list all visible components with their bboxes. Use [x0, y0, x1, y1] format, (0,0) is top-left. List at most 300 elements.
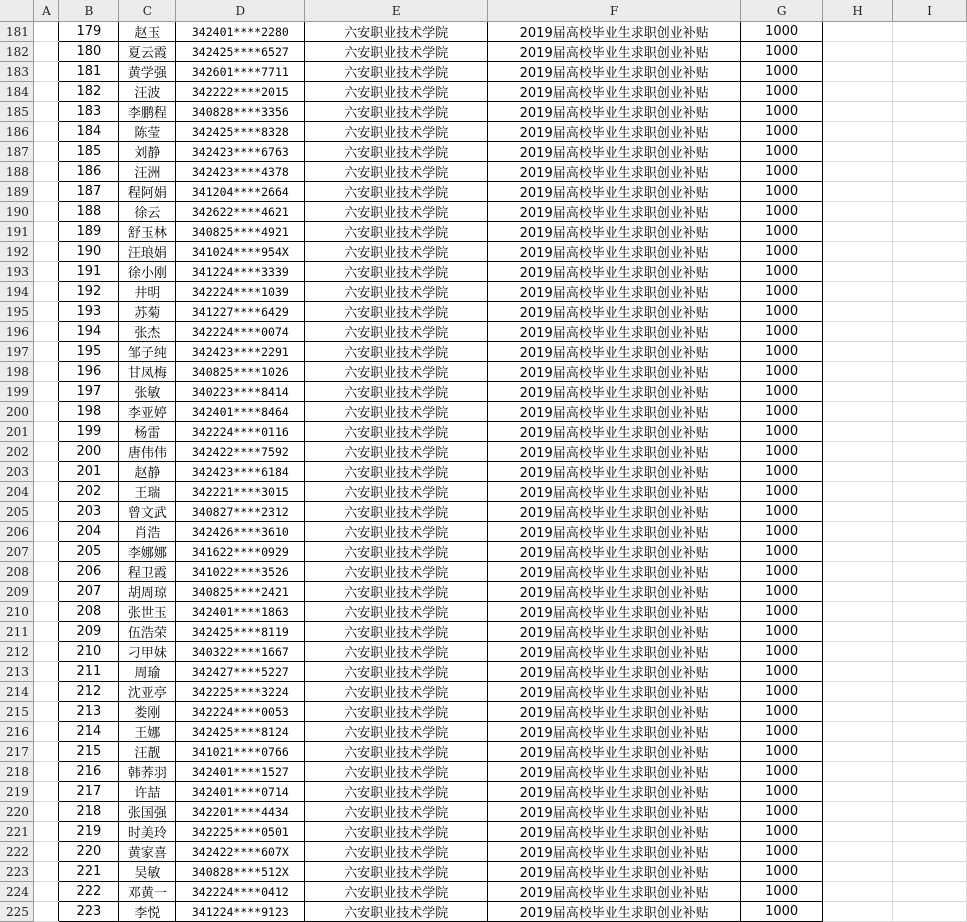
cell-name[interactable]: 汪洲	[119, 162, 176, 182]
cell-serial-number[interactable]: 221	[59, 862, 119, 882]
cell-school[interactable]: 六安职业技术学院	[305, 822, 488, 842]
cell-id-number[interactable]: 342401****8464	[176, 402, 305, 422]
row-header[interactable]: 221	[0, 822, 34, 842]
cell-serial-number[interactable]: 217	[59, 782, 119, 802]
cell-subsidy-item[interactable]: 2019届高校毕业生求职创业补贴	[488, 882, 741, 902]
cell-amount[interactable]: 1000	[741, 402, 823, 422]
cell-name[interactable]: 李鹏程	[119, 102, 176, 122]
cell-name[interactable]: 李娜娜	[119, 542, 176, 562]
cell-name[interactable]: 夏云霞	[119, 42, 176, 62]
cell-serial-number[interactable]: 195	[59, 342, 119, 362]
cell-a[interactable]	[34, 862, 59, 882]
cell-school[interactable]: 六安职业技术学院	[305, 342, 488, 362]
cell-school[interactable]: 六安职业技术学院	[305, 462, 488, 482]
cell-school[interactable]: 六安职业技术学院	[305, 182, 488, 202]
cell-h[interactable]	[823, 242, 893, 262]
row-header[interactable]: 197	[0, 342, 34, 362]
cell-subsidy-item[interactable]: 2019届高校毕业生求职创业补贴	[488, 602, 741, 622]
cell-name[interactable]: 苏菊	[119, 302, 176, 322]
cell-subsidy-item[interactable]: 2019届高校毕业生求职创业补贴	[488, 902, 741, 922]
cell-subsidy-item[interactable]: 2019届高校毕业生求职创业补贴	[488, 482, 741, 502]
cell-amount[interactable]: 1000	[741, 442, 823, 462]
cell-subsidy-item[interactable]: 2019届高校毕业生求职创业补贴	[488, 122, 741, 142]
select-all-corner[interactable]	[0, 0, 34, 22]
cell-subsidy-item[interactable]: 2019届高校毕业生求职创业补贴	[488, 302, 741, 322]
cell-a[interactable]	[34, 802, 59, 822]
cell-h[interactable]	[823, 22, 893, 42]
cell-id-number[interactable]: 342222****2015	[176, 82, 305, 102]
cell-amount[interactable]: 1000	[741, 22, 823, 42]
cell-serial-number[interactable]: 196	[59, 362, 119, 382]
cell-a[interactable]	[34, 642, 59, 662]
cell-amount[interactable]: 1000	[741, 302, 823, 322]
cell-a[interactable]	[34, 842, 59, 862]
cell-serial-number[interactable]: 185	[59, 142, 119, 162]
cell-i[interactable]	[893, 322, 967, 342]
cell-name[interactable]: 王娜	[119, 722, 176, 742]
cell-school[interactable]: 六安职业技术学院	[305, 582, 488, 602]
cell-subsidy-item[interactable]: 2019届高校毕业生求职创业补贴	[488, 542, 741, 562]
cell-a[interactable]	[34, 682, 59, 702]
cell-school[interactable]: 六安职业技术学院	[305, 702, 488, 722]
cell-a[interactable]	[34, 662, 59, 682]
cell-name[interactable]: 沈亚亭	[119, 682, 176, 702]
cell-name[interactable]: 程卫霞	[119, 562, 176, 582]
cell-subsidy-item[interactable]: 2019届高校毕业生求职创业补贴	[488, 442, 741, 462]
cell-school[interactable]: 六安职业技术学院	[305, 162, 488, 182]
cell-serial-number[interactable]: 202	[59, 482, 119, 502]
cell-i[interactable]	[893, 442, 967, 462]
cell-subsidy-item[interactable]: 2019届高校毕业生求职创业补贴	[488, 702, 741, 722]
cell-school[interactable]: 六安职业技术学院	[305, 322, 488, 342]
row-header[interactable]: 216	[0, 722, 34, 742]
row-header[interactable]: 223	[0, 862, 34, 882]
cell-amount[interactable]: 1000	[741, 822, 823, 842]
cell-school[interactable]: 六安职业技术学院	[305, 102, 488, 122]
cell-i[interactable]	[893, 462, 967, 482]
cell-i[interactable]	[893, 102, 967, 122]
cell-subsidy-item[interactable]: 2019届高校毕业生求职创业补贴	[488, 662, 741, 682]
cell-h[interactable]	[823, 782, 893, 802]
cell-subsidy-item[interactable]: 2019届高校毕业生求职创业补贴	[488, 182, 741, 202]
cell-i[interactable]	[893, 262, 967, 282]
cell-i[interactable]	[893, 522, 967, 542]
cell-school[interactable]: 六安职业技术学院	[305, 62, 488, 82]
cell-amount[interactable]: 1000	[741, 542, 823, 562]
cell-serial-number[interactable]: 186	[59, 162, 119, 182]
cell-a[interactable]	[34, 122, 59, 142]
row-header[interactable]: 225	[0, 902, 34, 922]
cell-serial-number[interactable]: 207	[59, 582, 119, 602]
row-header[interactable]: 204	[0, 482, 34, 502]
cell-name[interactable]: 李悦	[119, 902, 176, 922]
cell-h[interactable]	[823, 742, 893, 762]
cell-a[interactable]	[34, 462, 59, 482]
cell-serial-number[interactable]: 198	[59, 402, 119, 422]
cell-subsidy-item[interactable]: 2019届高校毕业生求职创业补贴	[488, 762, 741, 782]
row-header[interactable]: 217	[0, 742, 34, 762]
row-header[interactable]: 209	[0, 582, 34, 602]
cell-h[interactable]	[823, 402, 893, 422]
cell-i[interactable]	[893, 742, 967, 762]
cell-amount[interactable]: 1000	[741, 862, 823, 882]
cell-a[interactable]	[34, 762, 59, 782]
cell-serial-number[interactable]: 182	[59, 82, 119, 102]
cell-school[interactable]: 六安职业技术学院	[305, 242, 488, 262]
row-header[interactable]: 187	[0, 142, 34, 162]
cell-amount[interactable]: 1000	[741, 82, 823, 102]
row-header[interactable]: 219	[0, 782, 34, 802]
cell-serial-number[interactable]: 197	[59, 382, 119, 402]
cell-serial-number[interactable]: 184	[59, 122, 119, 142]
row-header[interactable]: 200	[0, 402, 34, 422]
cell-id-number[interactable]: 342427****5227	[176, 662, 305, 682]
cell-amount[interactable]: 1000	[741, 882, 823, 902]
cell-h[interactable]	[823, 202, 893, 222]
cell-h[interactable]	[823, 882, 893, 902]
cell-i[interactable]	[893, 762, 967, 782]
cell-school[interactable]: 六安职业技术学院	[305, 782, 488, 802]
cell-serial-number[interactable]: 222	[59, 882, 119, 902]
cell-h[interactable]	[823, 582, 893, 602]
cell-h[interactable]	[823, 362, 893, 382]
row-header[interactable]: 213	[0, 662, 34, 682]
cell-a[interactable]	[34, 222, 59, 242]
cell-a[interactable]	[34, 702, 59, 722]
cell-serial-number[interactable]: 219	[59, 822, 119, 842]
cell-a[interactable]	[34, 822, 59, 842]
cell-subsidy-item[interactable]: 2019届高校毕业生求职创业补贴	[488, 322, 741, 342]
cell-serial-number[interactable]: 200	[59, 442, 119, 462]
cell-name[interactable]: 曾文武	[119, 502, 176, 522]
cell-serial-number[interactable]: 201	[59, 462, 119, 482]
cell-subsidy-item[interactable]: 2019届高校毕业生求职创业补贴	[488, 842, 741, 862]
cell-amount[interactable]: 1000	[741, 682, 823, 702]
cell-name[interactable]: 程阿娟	[119, 182, 176, 202]
cell-school[interactable]: 六安职业技术学院	[305, 522, 488, 542]
cell-name[interactable]: 邓黄一	[119, 882, 176, 902]
cell-id-number[interactable]: 342224****0074	[176, 322, 305, 342]
cell-h[interactable]	[823, 442, 893, 462]
cell-amount[interactable]: 1000	[741, 222, 823, 242]
cell-id-number[interactable]: 340825****4921	[176, 222, 305, 242]
row-header[interactable]: 196	[0, 322, 34, 342]
column-header-c[interactable]: C	[119, 0, 176, 22]
cell-school[interactable]: 六安职业技术学院	[305, 362, 488, 382]
cell-school[interactable]: 六安职业技术学院	[305, 562, 488, 582]
cell-h[interactable]	[823, 282, 893, 302]
row-header[interactable]: 195	[0, 302, 34, 322]
cell-a[interactable]	[34, 162, 59, 182]
cell-serial-number[interactable]: 203	[59, 502, 119, 522]
cell-i[interactable]	[893, 182, 967, 202]
cell-amount[interactable]: 1000	[741, 502, 823, 522]
row-header[interactable]: 218	[0, 762, 34, 782]
cell-name[interactable]: 伍浩荣	[119, 622, 176, 642]
cell-a[interactable]	[34, 42, 59, 62]
cell-id-number[interactable]: 341022****3526	[176, 562, 305, 582]
cell-i[interactable]	[893, 782, 967, 802]
cell-h[interactable]	[823, 862, 893, 882]
cell-school[interactable]: 六安职业技术学院	[305, 762, 488, 782]
cell-a[interactable]	[34, 302, 59, 322]
cell-h[interactable]	[823, 902, 893, 922]
cell-amount[interactable]: 1000	[741, 902, 823, 922]
cell-school[interactable]: 六安职业技术学院	[305, 122, 488, 142]
cell-amount[interactable]: 1000	[741, 62, 823, 82]
cell-subsidy-item[interactable]: 2019届高校毕业生求职创业补贴	[488, 342, 741, 362]
cell-i[interactable]	[893, 42, 967, 62]
cell-amount[interactable]: 1000	[741, 202, 823, 222]
cell-id-number[interactable]: 342401****2280	[176, 22, 305, 42]
row-header[interactable]: 215	[0, 702, 34, 722]
cell-id-number[interactable]: 342221****3015	[176, 482, 305, 502]
cell-subsidy-item[interactable]: 2019届高校毕业生求职创业补贴	[488, 362, 741, 382]
cell-name[interactable]: 邹子纯	[119, 342, 176, 362]
cell-name[interactable]: 黄家喜	[119, 842, 176, 862]
cell-amount[interactable]: 1000	[741, 802, 823, 822]
row-header[interactable]: 202	[0, 442, 34, 462]
cell-school[interactable]: 六安职业技术学院	[305, 202, 488, 222]
cell-amount[interactable]: 1000	[741, 582, 823, 602]
column-header-a[interactable]: A	[34, 0, 59, 22]
cell-name[interactable]: 王瑞	[119, 482, 176, 502]
cell-h[interactable]	[823, 702, 893, 722]
cell-amount[interactable]: 1000	[741, 142, 823, 162]
cell-school[interactable]: 六安职业技术学院	[305, 662, 488, 682]
cell-id-number[interactable]: 342426****3610	[176, 522, 305, 542]
row-header[interactable]: 201	[0, 422, 34, 442]
row-header[interactable]: 208	[0, 562, 34, 582]
cell-id-number[interactable]: 340828****512X	[176, 862, 305, 882]
cell-subsidy-item[interactable]: 2019届高校毕业生求职创业补贴	[488, 222, 741, 242]
cell-name[interactable]: 娄刚	[119, 702, 176, 722]
cell-i[interactable]	[893, 602, 967, 622]
cell-id-number[interactable]: 342224****0053	[176, 702, 305, 722]
cell-id-number[interactable]: 342225****3224	[176, 682, 305, 702]
cell-serial-number[interactable]: 205	[59, 542, 119, 562]
cell-name[interactable]: 韩荞羽	[119, 762, 176, 782]
cell-id-number[interactable]: 342423****6763	[176, 142, 305, 162]
cell-id-number[interactable]: 341227****6429	[176, 302, 305, 322]
cell-amount[interactable]: 1000	[741, 762, 823, 782]
cell-school[interactable]: 六安职业技术学院	[305, 422, 488, 442]
cell-school[interactable]: 六安职业技术学院	[305, 262, 488, 282]
row-header[interactable]: 211	[0, 622, 34, 642]
cell-serial-number[interactable]: 204	[59, 522, 119, 542]
column-header-f[interactable]: F	[488, 0, 741, 22]
row-header[interactable]: 186	[0, 122, 34, 142]
cell-id-number[interactable]: 342225****0501	[176, 822, 305, 842]
column-header-b[interactable]: B	[59, 0, 119, 22]
cell-serial-number[interactable]: 180	[59, 42, 119, 62]
cell-amount[interactable]: 1000	[741, 282, 823, 302]
cell-serial-number[interactable]: 208	[59, 602, 119, 622]
row-header[interactable]: 190	[0, 202, 34, 222]
cell-a[interactable]	[34, 402, 59, 422]
column-header-g[interactable]: G	[741, 0, 823, 22]
row-header[interactable]: 193	[0, 262, 34, 282]
cell-amount[interactable]: 1000	[741, 562, 823, 582]
cell-id-number[interactable]: 342401****0714	[176, 782, 305, 802]
cell-h[interactable]	[823, 82, 893, 102]
cell-h[interactable]	[823, 42, 893, 62]
cell-i[interactable]	[893, 282, 967, 302]
cell-name[interactable]: 周瑜	[119, 662, 176, 682]
row-header[interactable]: 203	[0, 462, 34, 482]
cell-school[interactable]: 六安职业技术学院	[305, 602, 488, 622]
cell-subsidy-item[interactable]: 2019届高校毕业生求职创业补贴	[488, 642, 741, 662]
cell-school[interactable]: 六安职业技术学院	[305, 722, 488, 742]
cell-id-number[interactable]: 342224****0412	[176, 882, 305, 902]
cell-id-number[interactable]: 342425****8328	[176, 122, 305, 142]
cell-serial-number[interactable]: 220	[59, 842, 119, 862]
cell-amount[interactable]: 1000	[741, 162, 823, 182]
cell-serial-number[interactable]: 188	[59, 202, 119, 222]
cell-amount[interactable]: 1000	[741, 422, 823, 442]
cell-amount[interactable]: 1000	[741, 722, 823, 742]
cell-name[interactable]: 徐云	[119, 202, 176, 222]
cell-subsidy-item[interactable]: 2019届高校毕业生求职创业补贴	[488, 862, 741, 882]
cell-h[interactable]	[823, 522, 893, 542]
cell-a[interactable]	[34, 582, 59, 602]
cell-school[interactable]: 六安职业技术学院	[305, 302, 488, 322]
cell-a[interactable]	[34, 742, 59, 762]
cell-a[interactable]	[34, 442, 59, 462]
cell-name[interactable]: 张杰	[119, 322, 176, 342]
cell-serial-number[interactable]: 179	[59, 22, 119, 42]
cell-id-number[interactable]: 342422****7592	[176, 442, 305, 462]
row-header[interactable]: 181	[0, 22, 34, 42]
cell-subsidy-item[interactable]: 2019届高校毕业生求职创业补贴	[488, 282, 741, 302]
cell-h[interactable]	[823, 602, 893, 622]
cell-id-number[interactable]: 342401****1863	[176, 602, 305, 622]
cell-school[interactable]: 六安职业技术学院	[305, 482, 488, 502]
cell-subsidy-item[interactable]: 2019届高校毕业生求职创业补贴	[488, 42, 741, 62]
cell-i[interactable]	[893, 62, 967, 82]
cell-subsidy-item[interactable]: 2019届高校毕业生求职创业补贴	[488, 102, 741, 122]
cell-i[interactable]	[893, 542, 967, 562]
cell-subsidy-item[interactable]: 2019届高校毕业生求职创业补贴	[488, 742, 741, 762]
row-header[interactable]: 183	[0, 62, 34, 82]
cell-i[interactable]	[893, 402, 967, 422]
cell-id-number[interactable]: 342224****1039	[176, 282, 305, 302]
cell-subsidy-item[interactable]: 2019届高校毕业生求职创业补贴	[488, 582, 741, 602]
cell-id-number[interactable]: 341622****0929	[176, 542, 305, 562]
row-header[interactable]: 192	[0, 242, 34, 262]
cell-h[interactable]	[823, 682, 893, 702]
cell-id-number[interactable]: 342425****6527	[176, 42, 305, 62]
cell-subsidy-item[interactable]: 2019届高校毕业生求职创业补贴	[488, 562, 741, 582]
cell-i[interactable]	[893, 882, 967, 902]
cell-serial-number[interactable]: 199	[59, 422, 119, 442]
row-header[interactable]: 222	[0, 842, 34, 862]
cell-subsidy-item[interactable]: 2019届高校毕业生求职创业补贴	[488, 382, 741, 402]
cell-serial-number[interactable]: 192	[59, 282, 119, 302]
cell-i[interactable]	[893, 382, 967, 402]
cell-amount[interactable]: 1000	[741, 742, 823, 762]
cell-name[interactable]: 陈莹	[119, 122, 176, 142]
cell-i[interactable]	[893, 22, 967, 42]
cell-i[interactable]	[893, 122, 967, 142]
cell-name[interactable]: 汪靓	[119, 742, 176, 762]
cell-name[interactable]: 唐伟伟	[119, 442, 176, 462]
cell-i[interactable]	[893, 562, 967, 582]
cell-name[interactable]: 肖浩	[119, 522, 176, 542]
cell-subsidy-item[interactable]: 2019届高校毕业生求职创业补贴	[488, 682, 741, 702]
cell-serial-number[interactable]: 210	[59, 642, 119, 662]
cell-a[interactable]	[34, 342, 59, 362]
cell-h[interactable]	[823, 382, 893, 402]
cell-name[interactable]: 舒玉林	[119, 222, 176, 242]
cell-subsidy-item[interactable]: 2019届高校毕业生求职创业补贴	[488, 722, 741, 742]
cell-i[interactable]	[893, 622, 967, 642]
cell-name[interactable]: 胡周琼	[119, 582, 176, 602]
cell-amount[interactable]: 1000	[741, 122, 823, 142]
cell-id-number[interactable]: 342422****607X	[176, 842, 305, 862]
row-header[interactable]: 191	[0, 222, 34, 242]
cell-subsidy-item[interactable]: 2019届高校毕业生求职创业补贴	[488, 262, 741, 282]
cell-serial-number[interactable]: 183	[59, 102, 119, 122]
column-header-e[interactable]: E	[305, 0, 488, 22]
cell-amount[interactable]: 1000	[741, 622, 823, 642]
cell-id-number[interactable]: 342425****8119	[176, 622, 305, 642]
cell-school[interactable]: 六安职业技术学院	[305, 802, 488, 822]
cell-i[interactable]	[893, 302, 967, 322]
cell-amount[interactable]: 1000	[741, 842, 823, 862]
cell-id-number[interactable]: 342224****0116	[176, 422, 305, 442]
cell-i[interactable]	[893, 482, 967, 502]
cell-school[interactable]: 六安职业技术学院	[305, 742, 488, 762]
cell-subsidy-item[interactable]: 2019届高校毕业生求职创业补贴	[488, 622, 741, 642]
cell-serial-number[interactable]: 190	[59, 242, 119, 262]
cell-a[interactable]	[34, 382, 59, 402]
cell-i[interactable]	[893, 802, 967, 822]
cell-h[interactable]	[823, 142, 893, 162]
cell-id-number[interactable]: 340825****1026	[176, 362, 305, 382]
cell-i[interactable]	[893, 362, 967, 382]
cell-i[interactable]	[893, 662, 967, 682]
row-header[interactable]: 205	[0, 502, 34, 522]
cell-school[interactable]: 六安职业技术学院	[305, 642, 488, 662]
cell-subsidy-item[interactable]: 2019届高校毕业生求职创业补贴	[488, 782, 741, 802]
cell-serial-number[interactable]: 194	[59, 322, 119, 342]
cell-school[interactable]: 六安职业技术学院	[305, 682, 488, 702]
cell-i[interactable]	[893, 842, 967, 862]
cell-school[interactable]: 六安职业技术学院	[305, 862, 488, 882]
cell-i[interactable]	[893, 502, 967, 522]
cell-h[interactable]	[823, 262, 893, 282]
cell-a[interactable]	[34, 362, 59, 382]
cell-id-number[interactable]: 342425****8124	[176, 722, 305, 742]
cell-school[interactable]: 六安职业技术学院	[305, 902, 488, 922]
cell-a[interactable]	[34, 882, 59, 902]
cell-serial-number[interactable]: 223	[59, 902, 119, 922]
cell-subsidy-item[interactable]: 2019届高校毕业生求职创业补贴	[488, 422, 741, 442]
cell-serial-number[interactable]: 193	[59, 302, 119, 322]
cell-amount[interactable]: 1000	[741, 102, 823, 122]
cell-i[interactable]	[893, 702, 967, 722]
cell-a[interactable]	[34, 522, 59, 542]
row-header[interactable]: 224	[0, 882, 34, 902]
cell-amount[interactable]: 1000	[741, 462, 823, 482]
cell-h[interactable]	[823, 302, 893, 322]
cell-i[interactable]	[893, 682, 967, 702]
cell-a[interactable]	[34, 202, 59, 222]
cell-name[interactable]: 井明	[119, 282, 176, 302]
cell-school[interactable]: 六安职业技术学院	[305, 502, 488, 522]
cell-i[interactable]	[893, 222, 967, 242]
